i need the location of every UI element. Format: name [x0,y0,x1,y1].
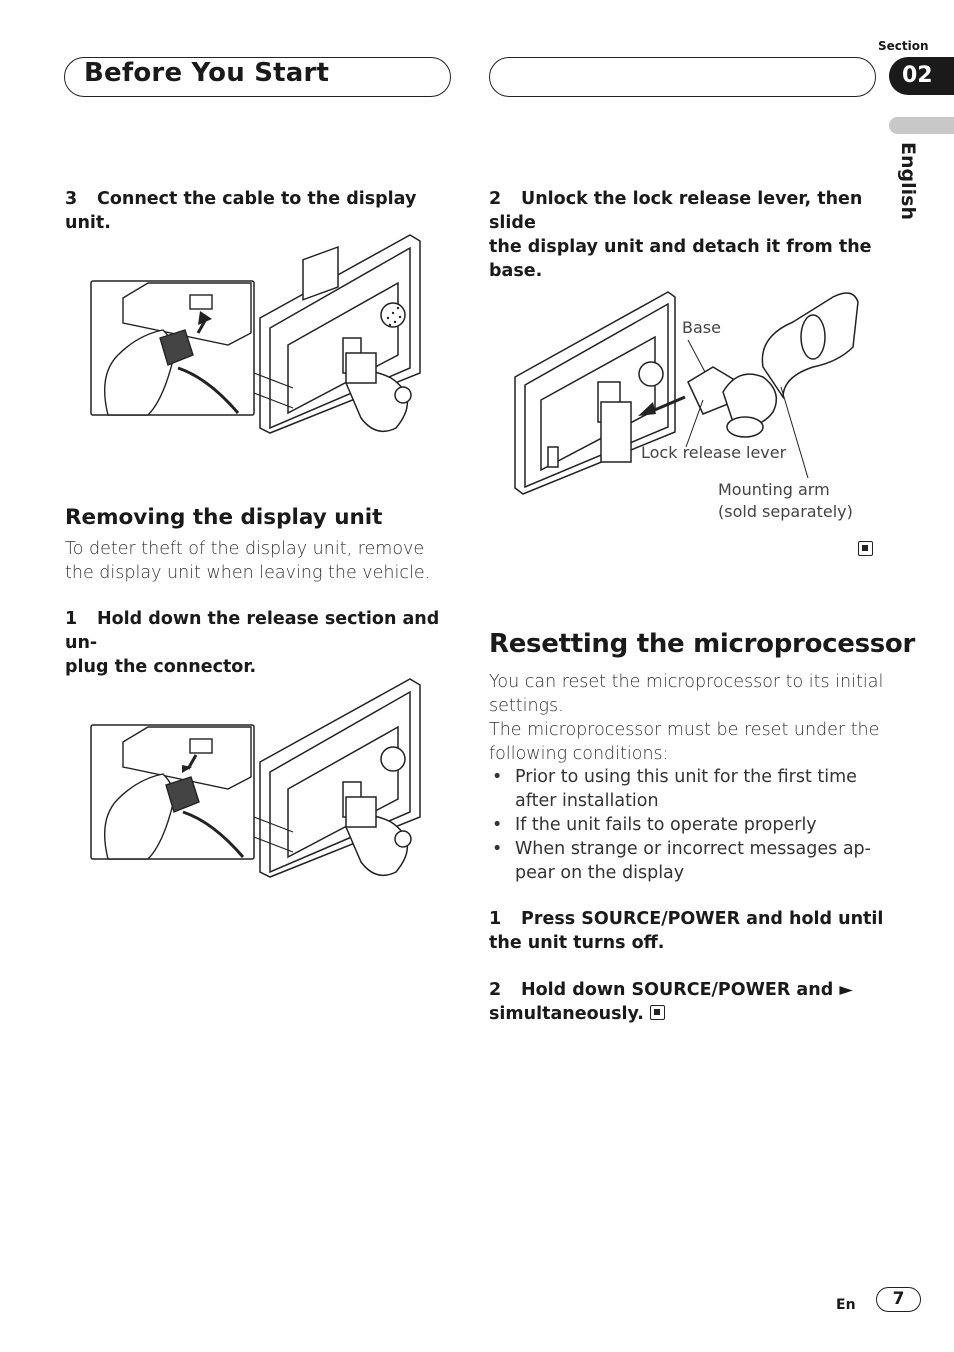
step-2-unlock-lever: 2 Unlock the lock release lever, then slide the display unit and detach it from the base. [489,189,872,281]
end-mark-icon [650,1005,665,1020]
unplug-connector-illustration [88,677,442,882]
reset-conditions-list [489,765,884,885]
section-number-badge: 02 [889,57,954,95]
callout-lock-release-lever: Lock release lever [641,443,787,462]
language-tab [889,117,954,134]
reset-step-1: 1 Press SOURCE/POWER and hold until the unit turns off. [489,909,884,953]
removing-display-intro: To deter theft of the display unit, remove the display unit when leaving the vehicle. [65,539,431,583]
reset-step-2: 2 Hold down SOURCE/POWER and ► simultaneously. [489,980,853,1024]
page-title: Before You Start [84,58,330,88]
step-1-hold-release: 1 Hold down the release section and un- plug the connector. [65,609,440,677]
section-label: Section [878,39,929,53]
page-number: 7 [876,1287,921,1312]
step-3-connect-cable: 3 Connect the cable to the display unit. [65,189,417,233]
callout-base: Base [682,318,721,337]
callout-mounting-arm: Mounting arm (sold separately) [718,480,853,521]
language-label: English [897,142,919,220]
list-item: • Prior to using this unit for the first time after installation [489,765,884,813]
list-item: • If the unit fails to operate properly [489,813,884,837]
header-empty-frame [489,57,876,97]
end-mark-icon [858,541,873,556]
list-item: • When strange or incorrect messages ap- pear on the display [489,837,884,885]
connect-cable-illustration [88,233,442,438]
resetting-intro: You can reset the microprocessor to its initial settings. The microprocessor must be reset under the following conditions: [489,672,884,764]
detach-display-illustration [513,282,858,497]
resetting-heading: Resetting the microprocessor [489,629,916,659]
footer-language-code: En [836,1297,856,1313]
removing-display-heading: Removing the display unit [65,505,383,530]
